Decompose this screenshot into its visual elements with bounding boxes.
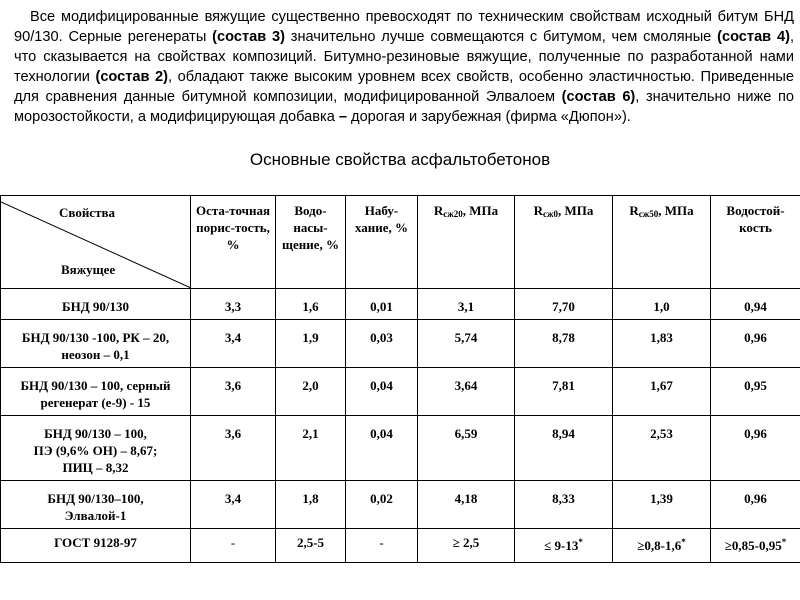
cell-swelling: 0,04 <box>346 368 418 416</box>
corner-label-properties: Свойства <box>59 205 115 220</box>
paragraph-text-fragment: значительно лучше совмещаются с битумом, чем смоляные <box>284 29 718 45</box>
cell-water-saturation: 1,8 <box>276 481 346 529</box>
cell-r50: ≥0,8-1,6* <box>613 529 711 563</box>
cell-swelling: 0,01 <box>346 289 418 320</box>
header-porosity: Оста-точная порис-тость, % <box>191 196 276 289</box>
cell-r50: 1,39 <box>613 481 711 529</box>
cell-r0: 7,81 <box>515 368 613 416</box>
paragraph-bold-fragment: (состав 2) <box>95 69 169 85</box>
cell-water-saturation: 2,1 <box>276 416 346 481</box>
table-header-row <box>1 196 800 289</box>
table-row <box>1 289 800 320</box>
cell-swelling: 0,04 <box>346 416 418 481</box>
cell-water-saturation: 2,0 <box>276 368 346 416</box>
cell-water-saturation: 1,6 <box>276 289 346 320</box>
table-title: Основные свойства асфальтобетонов <box>249 150 551 169</box>
cell-r50: 1,83 <box>613 320 711 368</box>
cell-r20: 5,74 <box>418 320 515 368</box>
paragraph-text-fragment: , обладают также высоким уровнем всех свойств, особенно эластичностью. Приведенные для сравнения данные битумной композиции, модифицированной Элвалоем <box>14 69 795 105</box>
cell-r0: 7,70 <box>515 289 613 320</box>
header-water-saturation: Водо-насы-щение, % <box>276 196 346 289</box>
paragraph-bold-fragment: (состав 4) <box>717 29 790 45</box>
row-binder-name: БНД 90/130 – 100, ПЭ (9,6% ОН) – 8,67; ПИЦ – 8,32 <box>1 416 191 481</box>
cell-r20: 4,18 <box>418 481 515 529</box>
paragraph-bold-fragment: (состав 6) <box>561 89 636 105</box>
cell-r50: 1,67 <box>613 368 711 416</box>
paragraph-bold-fragment: (состав 3) <box>212 29 285 45</box>
header-r0: $R_{сж0}$, МПа <box>515 196 613 289</box>
cell-r20: 6,59 <box>418 416 515 481</box>
cell-water-resistance: 0,96 <box>711 416 800 481</box>
cell-porosity: 3,6 <box>191 368 276 416</box>
cell-r0: 8,33 <box>515 481 613 529</box>
header-water-resistance: Водостой-кость <box>711 196 800 289</box>
row-binder-name: БНД 90/130 -100, РК – 20, неозон – 0,1 <box>1 320 191 368</box>
cell-r50: 1,0 <box>613 289 711 320</box>
table-row-gost <box>1 529 800 563</box>
cell-water-resistance: 0,94 <box>711 289 800 320</box>
cell-water-saturation: 1,9 <box>276 320 346 368</box>
paragraph-text-fragment: , что сказывается на свойствах композиций. Битумно-резиновые вяжущие, полученные по разработанной нами технологии <box>14 29 794 85</box>
paragraph-text-fragment: Все модифицированные вяжущие существенно превосходят по техническим свойствам исходный битум БНД 90/130. Серные регенераты <box>14 9 794 45</box>
row-binder-name: БНД 90/130 <box>1 289 191 320</box>
cell-water-resistance: 0,96 <box>711 320 800 368</box>
row-binder-name: ГОСТ 9128-97 <box>1 529 191 563</box>
cell-swelling: 0,03 <box>346 320 418 368</box>
cell-r0: ≤ 9-13* <box>515 529 613 563</box>
cell-r0: 8,78 <box>515 320 613 368</box>
row-binder-name: БНД 90/130–100, Элвалой-1 <box>1 481 191 529</box>
table-row <box>1 481 800 529</box>
paragraph-text-fragment: , значительно ниже по морозостойкости, а модифицирующая добавка <box>14 89 794 125</box>
cell-porosity: 3,3 <box>191 289 276 320</box>
cell-r20: ≥ 2,5 <box>418 529 515 563</box>
cell-porosity: 3,4 <box>191 320 276 368</box>
cell-porosity: 3,4 <box>191 481 276 529</box>
cell-porosity: 3,6 <box>191 416 276 481</box>
cell-swelling: - <box>346 529 418 563</box>
cell-r20: 3,1 <box>418 289 515 320</box>
cell-r0: 8,94 <box>515 416 613 481</box>
row-binder-name: БНД 90/130 – 100, серный регенерат (е-9) - 15 <box>1 368 191 416</box>
table-row <box>1 416 800 481</box>
paragraph-bold-fragment: – <box>338 109 347 125</box>
table-row <box>1 320 800 368</box>
cell-r50: 2,53 <box>613 416 711 481</box>
header-corner-cell <box>1 196 191 289</box>
table-row <box>1 368 800 416</box>
cell-water-resistance: ≥0,85-0,95* <box>711 529 800 563</box>
header-r50: $R_{сж50}$, МПа <box>613 196 711 289</box>
header-swelling: Набу-хание, % <box>346 196 418 289</box>
paragraph-text-fragment: дорогая и зарубежная (фирма «Дюпон»). <box>347 109 631 125</box>
cell-water-resistance: 0,96 <box>711 481 800 529</box>
intro-paragraph <box>14 7 794 127</box>
cell-porosity: - <box>191 529 276 563</box>
properties-table <box>0 195 800 563</box>
cell-water-resistance: 0,95 <box>711 368 800 416</box>
header-r20: $R_{сж20}$, МПа <box>418 196 515 289</box>
corner-label-binder: Вяжущее <box>61 262 116 277</box>
cell-swelling: 0,02 <box>346 481 418 529</box>
cell-r20: 3,64 <box>418 368 515 416</box>
cell-water-saturation: 2,5-5 <box>276 529 346 563</box>
